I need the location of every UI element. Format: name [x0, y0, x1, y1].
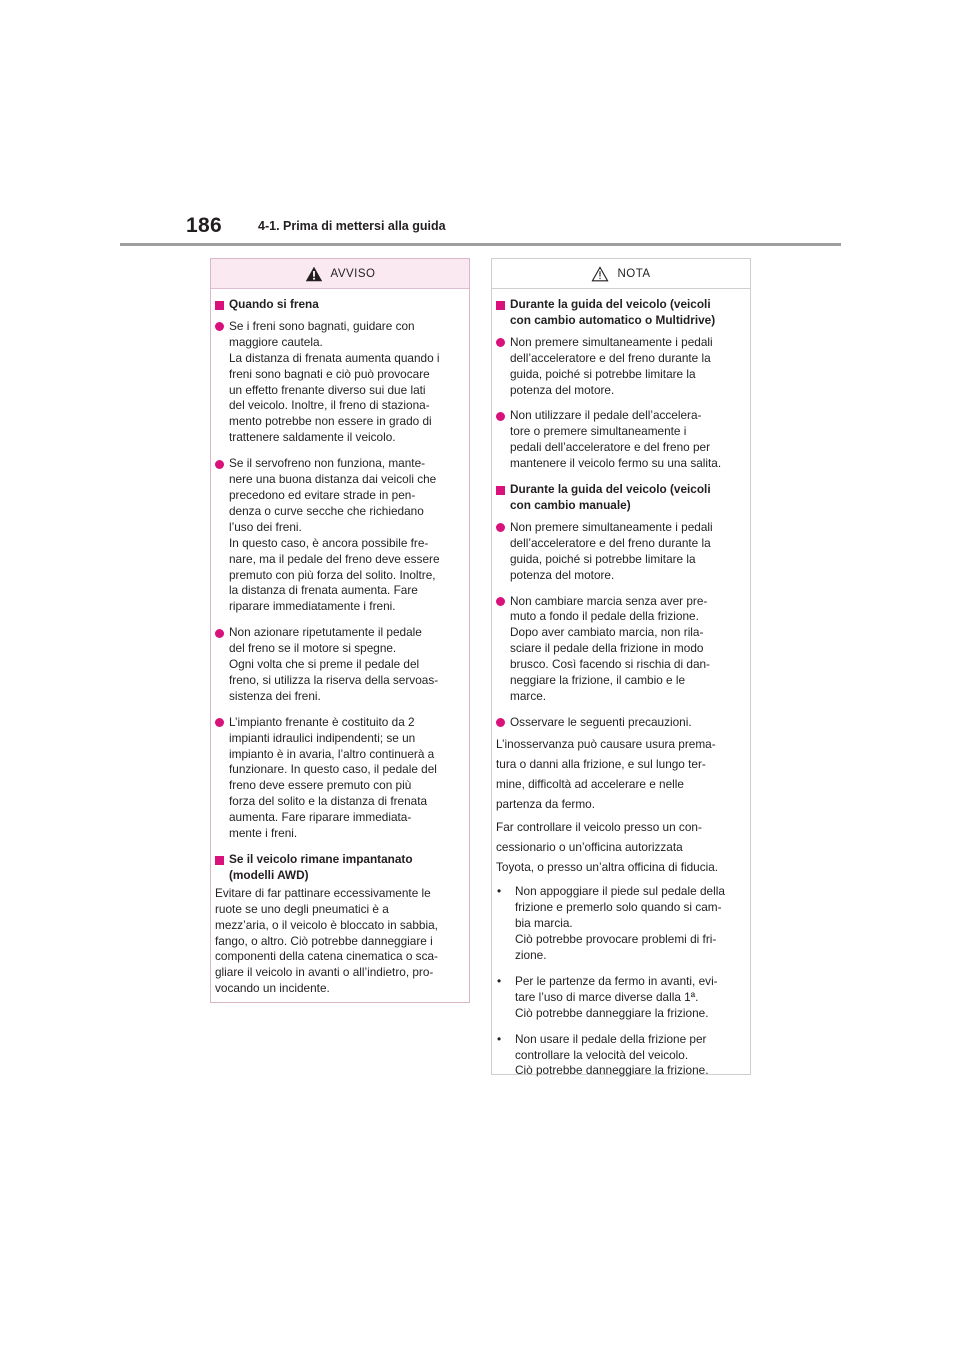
bullet-text: Non utilizzare il pedale dell’accelera- tore o premere simultaneamente i pedali dell’acceleratore e del freno per mantenere il veicolo fermo su una salita.: [510, 408, 722, 471]
warning-bullet: [215, 715, 460, 842]
warning-bullet: [215, 456, 460, 615]
bullet-text: Osservare le seguenti precauzioni.: [510, 714, 692, 729]
square-bullet-icon: [496, 301, 505, 310]
note-bullet: [496, 520, 741, 584]
bullet-text: Se il servofreno non funziona, mante- nere una buona distanza dai veicoli che precedono ed evitare strade in pen- denza o curve secche che richiedano l’uso dei freni. In questo caso, è ancora possibile fre- nare, ma il pedale del freno deve essere premuto con più forza del solito. Inoltre, la distanza di frenata aumenta. Fare riparare immediatamente i freni.: [229, 456, 440, 614]
note-bullet: [496, 335, 741, 399]
section-title: 4-1. Prima di mettersi alla guida: [258, 219, 446, 233]
warning-bullet: [215, 625, 460, 705]
note-heading-manual: [496, 482, 741, 514]
circle-bullet-icon: [215, 460, 224, 469]
circle-bullet-icon: [215, 322, 224, 331]
note-sub-bullet: [496, 884, 741, 964]
note-box-header: [492, 259, 750, 289]
dot-bullet: •: [497, 884, 502, 899]
square-bullet-icon: [496, 486, 505, 495]
circle-bullet-icon: [496, 412, 505, 421]
header-divider: [120, 243, 841, 246]
bullet-text: Non premere simultaneamente i pedali dell’acceleratore e del freno durante la guida, poiché si potrebbe limitare la potenza del motore.: [510, 519, 713, 582]
warning-triangle-icon: [305, 266, 323, 282]
note-bullet: [496, 594, 741, 705]
note-sub-bullet: [496, 974, 741, 1022]
circle-bullet-icon: [215, 718, 224, 727]
circle-bullet-icon: [215, 629, 224, 638]
sub-bullet-text: Per le partenze da fermo in avanti, evi- tare l’uso di marce diverse dalla 1ª. Ciò potrebbe danneggiare la frizione.: [515, 973, 718, 1020]
note-paragraph: L’inosservanza può causare usura prema- tura o danni alla frizione, e sul lungo ter- mine, difficoltà ad accelerare e nelle partenza da fermo.: [496, 737, 716, 812]
circle-bullet-icon: [496, 523, 505, 532]
bullet-text: L’impianto frenante è costituito da 2 impianti idraulici indipendenti; se un impianto è in avaria, l’altro continuerà a funzionare. In questo caso, il pedale del freno deve essere premuto con più forza del solito e la distanza di frenata aumenta. Fare riparare immediata- mente i freni.: [229, 714, 437, 841]
heading-text: Se il veicolo rimane impantanato (modelli AWD): [229, 852, 413, 882]
heading-text: Quando si frena: [229, 297, 319, 311]
heading-text: Durante la guida del veicolo (veicoli con cambio manuale): [510, 482, 711, 512]
warning-box-header: [211, 259, 469, 289]
circle-bullet-icon: [496, 718, 505, 727]
warning-box-body: [211, 289, 469, 997]
square-bullet-icon: [215, 856, 224, 865]
square-bullet-icon: [215, 301, 224, 310]
bullet-text: Non premere simultaneamente i pedali dell’acceleratore e del freno durante la guida, poiché si potrebbe limitare la potenza del motore.: [510, 334, 713, 397]
warning-heading-braking: [215, 297, 460, 313]
circle-bullet-icon: [496, 597, 505, 606]
dot-bullet: •: [497, 973, 502, 988]
note-heading-automatic: [496, 297, 741, 329]
warning-box-title: AVVISO: [330, 267, 376, 280]
bullet-text: Se i freni sono bagnati, guidare con maggiore cautela. La distanza di frenata aumenta quando i freni sono bagnati e ciò può provocare un effetto frenante diverso sui due lati del veicolo. Inoltre, il freno di staziona- mento potrebbe non essere in grado di trattenere saldamente il veicolo.: [229, 318, 440, 445]
sub-bullet-text: Non appoggiare il piede sul pedale della frizione e premerlo solo quando si cam- bia marcia. Ciò potrebbe provocare problemi di fri- zione.: [515, 884, 725, 962]
warning-bullet: [215, 319, 460, 446]
caution-triangle-icon: [591, 266, 609, 282]
note-sub-bullet: [496, 1032, 741, 1080]
note-box-body: [492, 289, 750, 1079]
heading-text: Durante la guida del veicolo (veicoli con cambio automatico o Multidrive): [510, 297, 716, 327]
note-box-title: NOTA: [617, 267, 651, 280]
note-paragraph: Far controllare il veicolo presso un con- cessionario o un’officina autorizzata Toyota, o presso un’altra officina di fiducia.: [496, 820, 719, 875]
bullet-text: Non cambiare marcia senza aver pre- muto a fondo il pedale della frizione. Dopo aver cambiato marcia, non rila- sciare il pedale della frizione in modo brusco. Così facendo si rischia di dan- neggiare la frizione, il cambio e le marce.: [510, 593, 710, 703]
dot-bullet: •: [497, 1031, 502, 1046]
warning-box: [210, 258, 470, 1003]
note-bullet: [496, 715, 741, 731]
circle-bullet-icon: [496, 338, 505, 347]
warning-heading-stuck: [215, 852, 460, 884]
warning-paragraph: Evitare di far pattinare eccessivamente le ruote se uno degli pneumatici è a mezz’aria, o il veicolo è bloccato in sabbia, fango, o altro. Ciò potrebbe danneggiare i componenti della catena cinematica o sca- gliare il veicolo in avanti o all’indietro, pro- vocando un incidente.: [215, 885, 438, 996]
bullet-text: Non azionare ripetutamente il pedale del freno se il motore si spegne. Ogni volta che si preme il pedale del freno, si utilizza la riserva della servoas- sistenza dei freni.: [229, 625, 439, 703]
note-box: [491, 258, 751, 1078]
page-number: 186: [186, 214, 222, 237]
sub-bullet-text: Non usare il pedale della frizione per controllare la velocità del veicolo. Ciò potrebbe danneggiare la frizione.: [515, 1031, 709, 1078]
note-bullet: [496, 408, 741, 472]
